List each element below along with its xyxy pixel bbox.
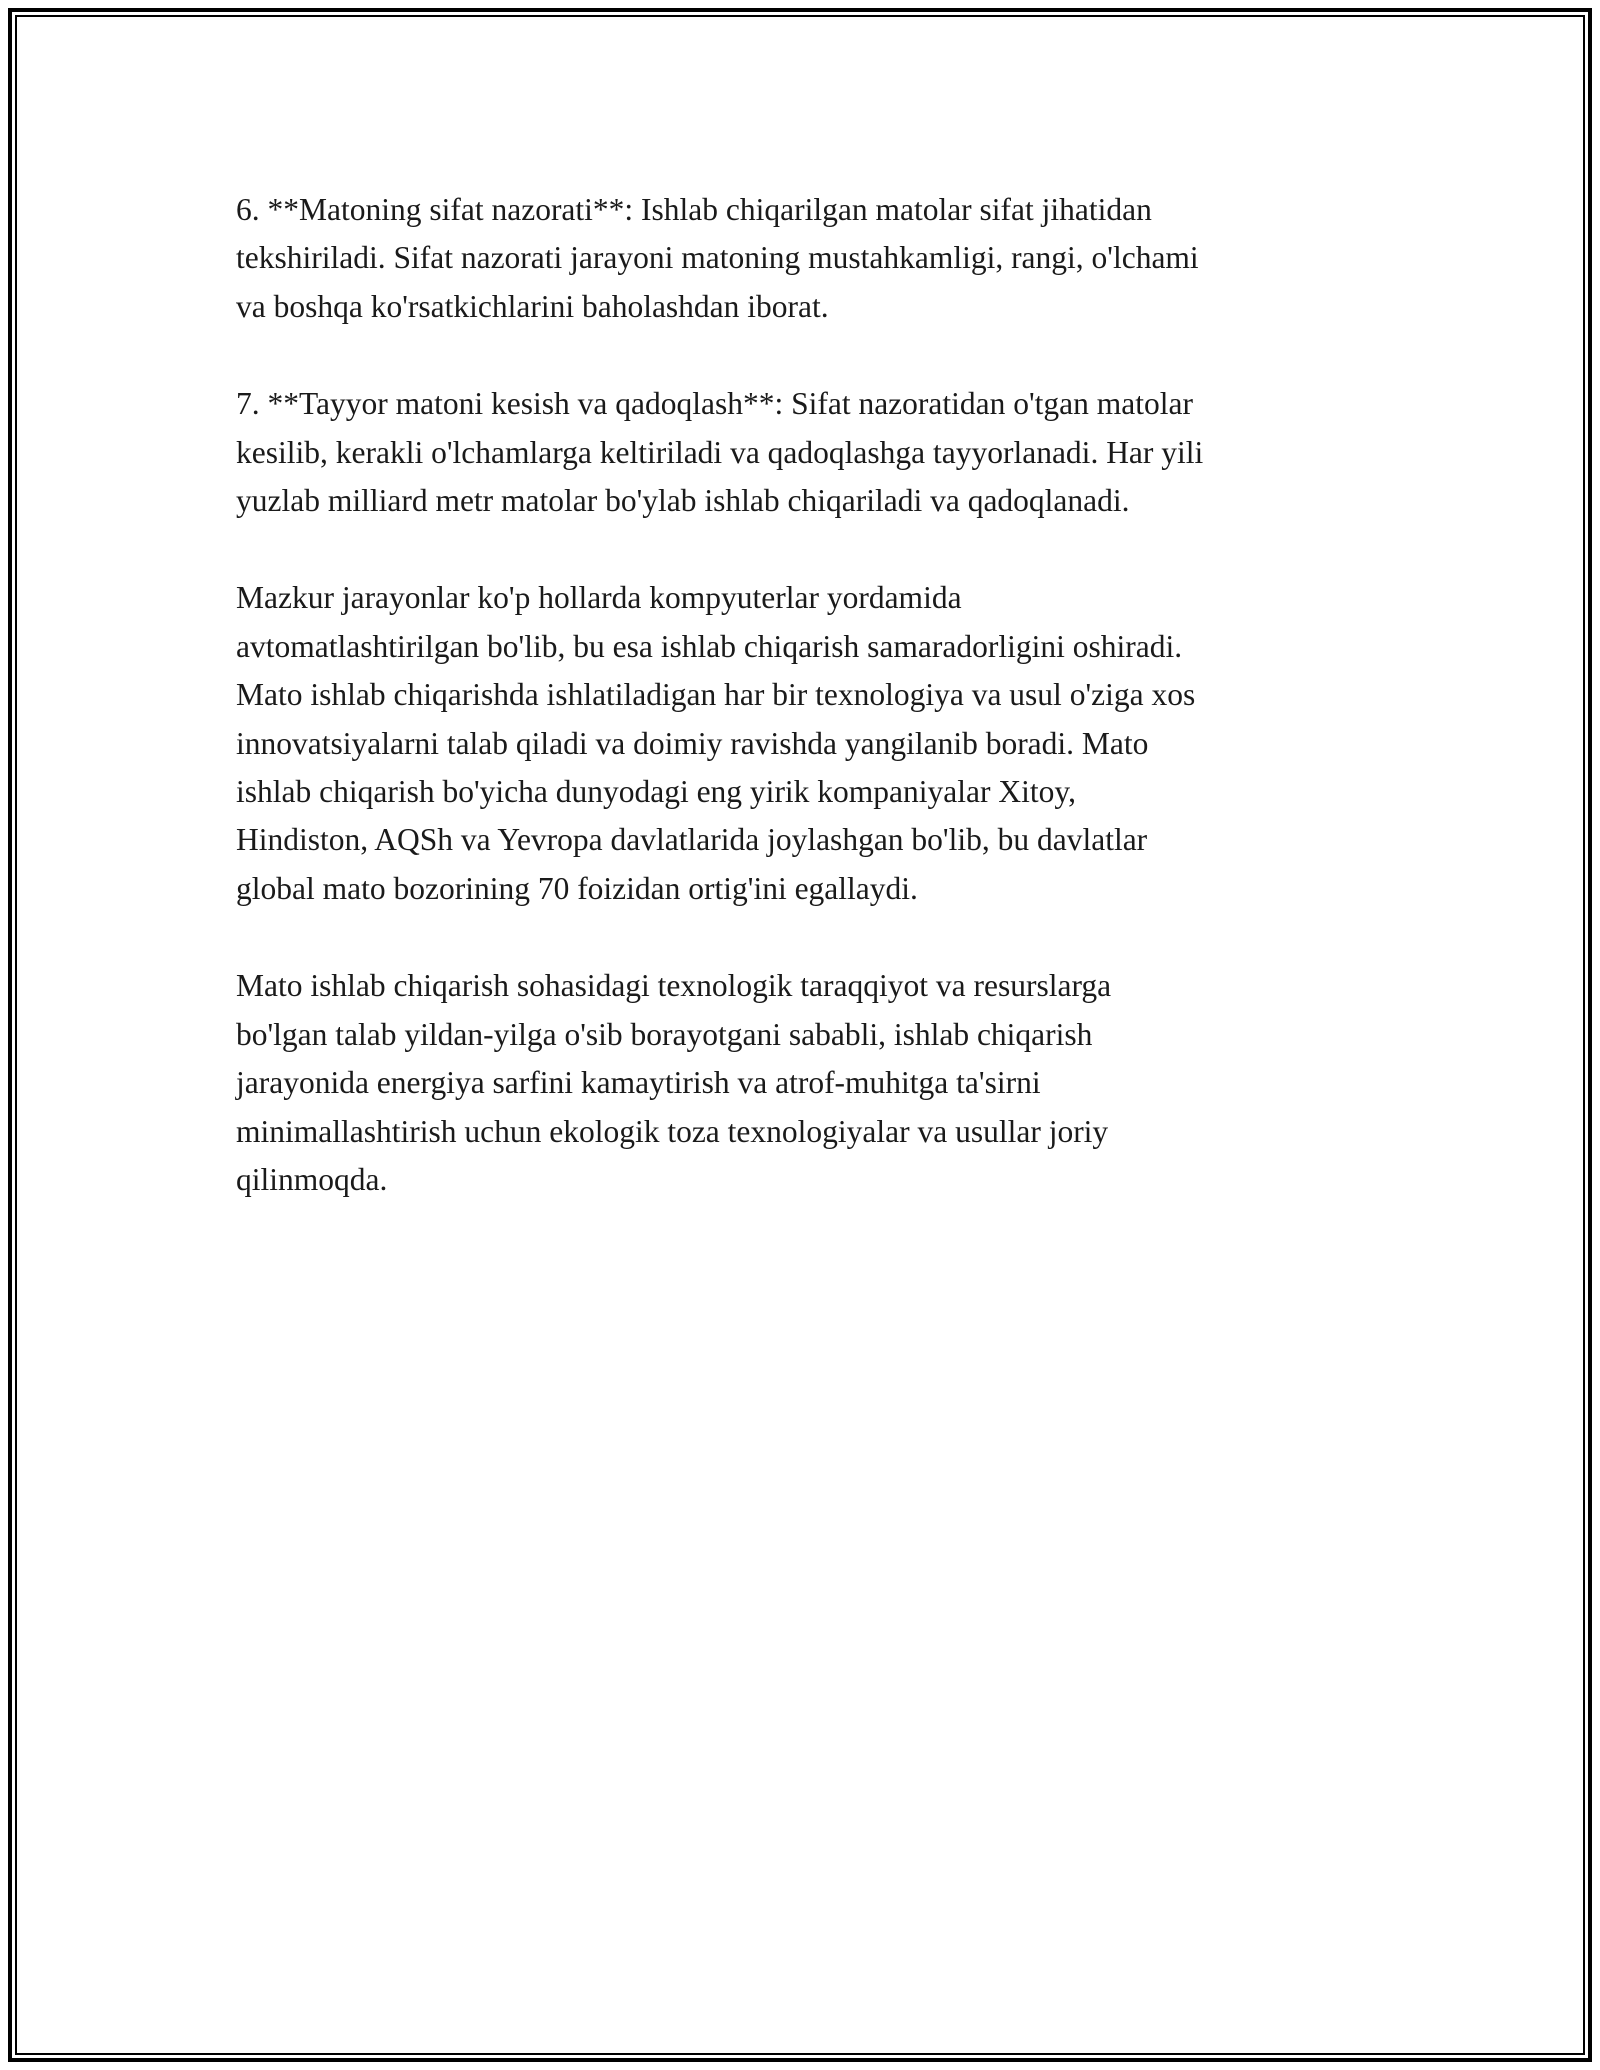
paragraph-cutting-packaging: 7. **Tayyor matoni kesish va qadoqlash**: Sifat nazoratidan o'tgan matolar kesilib, kerakli o'lchamlarga keltiriladi va qadoqlashga tayyorlanadi. Har yili yuzlab milliard metr matolar bo'ylab ishlab chiqariladi va qadoqlanadi. (236, 386, 1204, 519)
paragraph-ecology: Mato ishlab chiqarish sohasidagi texnologik taraqqiyot va resurslarga bo'lgan talab yildan-yilga o'sib borayotgani sababli, ishlab chiqarish jarayonida energiya sarfini kamaytirish va atrof-muhitga ta'sirni minimallashtirish uchun ekologik toza texnologiyalar va usullar joriy qilinmoqda. (236, 968, 1112, 1197)
paragraph-quality-control: 6. **Matoning sifat nazorati**: Ishlab chiqarilgan matolar sifat jihatidan tekshiriladi. Sifat nazorati jarayoni matoning mustahkamligi, rangi, o'lchami va boshqa ko'rsatkichlarini baholashdan iborat. (236, 192, 1199, 324)
document-body (236, 186, 1366, 1253)
paragraph-automation: Mazkur jarayonlar ko'p hollarda kompyuterlar yordamida avtomatlashtirilgan bo'lib, bu esa ishlab chiqarish samaradorligini oshiradi. Mato ishlab chiqarishda ishlatiladigan har bir texnologiya va usul o'ziga xos innovatsiyalarni talab qiladi va doimiy ravishda yangilanib boradi. Mato ishlab chiqarish bo'yicha dunyodagi eng yirik kompaniyalar Xitoy, Hindiston, AQSh va Yevropa davlatlarida joylashgan bo'lib, bu davlatlar global mato bozorining 70 foizidan ortig'ini egallaydi. (236, 580, 1196, 906)
